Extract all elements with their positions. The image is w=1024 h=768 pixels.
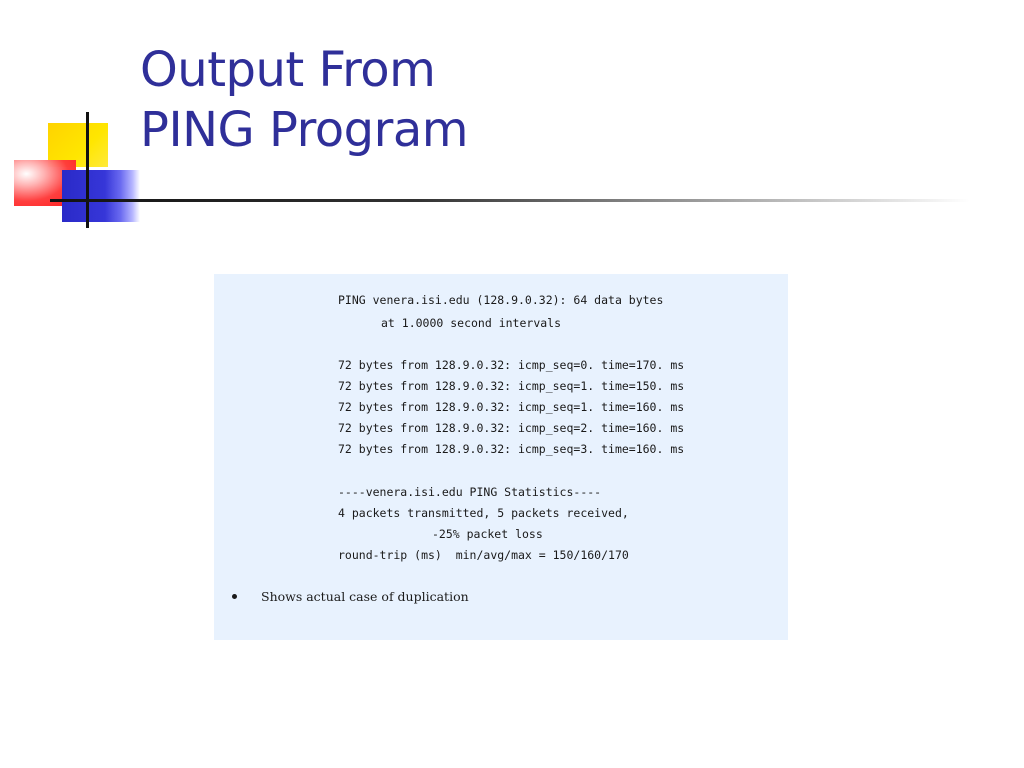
ping-reply-line: 72 bytes from 128.9.0.32: icmp_seq=1. time=160. ms: [338, 400, 685, 414]
ping-header-line-2: at 1.0000 second intervals: [381, 316, 562, 330]
note-bullet: [232, 589, 469, 604]
ping-stats-line-2: -25% packet loss: [432, 527, 543, 541]
ping-reply-line: 72 bytes from 128.9.0.32: icmp_seq=3. time=160. ms: [338, 442, 685, 456]
ping-output-panel: [214, 274, 788, 640]
ping-stats-header: ----venera.isi.edu PING Statistics----: [338, 485, 602, 499]
ping-reply-line: 72 bytes from 128.9.0.32: icmp_seq=0. time=170. ms: [338, 358, 685, 372]
title-divider: [50, 199, 970, 202]
slide-title: [140, 40, 468, 160]
ping-stats-line-3: round-trip (ms) min/avg/max = 150/160/170: [338, 548, 629, 562]
title-line-2: PING Program: [140, 102, 468, 158]
logo-blue-square: [62, 170, 140, 222]
bullet-dot-icon: [232, 594, 237, 599]
title-line-1: Output From: [140, 42, 436, 98]
ping-stats-line-1: 4 packets transmitted, 5 packets received,: [338, 506, 629, 520]
logo-vertical-line: [86, 112, 89, 228]
ping-header-line-1: PING venera.isi.edu (128.9.0.32): 64 data bytes: [338, 293, 664, 307]
ping-reply-line: 72 bytes from 128.9.0.32: icmp_seq=1. time=150. ms: [338, 379, 685, 393]
note-text: Shows actual case of duplication: [261, 589, 469, 604]
slide-logo: [0, 0, 140, 240]
ping-reply-line: 72 bytes from 128.9.0.32: icmp_seq=2. time=160. ms: [338, 421, 685, 435]
